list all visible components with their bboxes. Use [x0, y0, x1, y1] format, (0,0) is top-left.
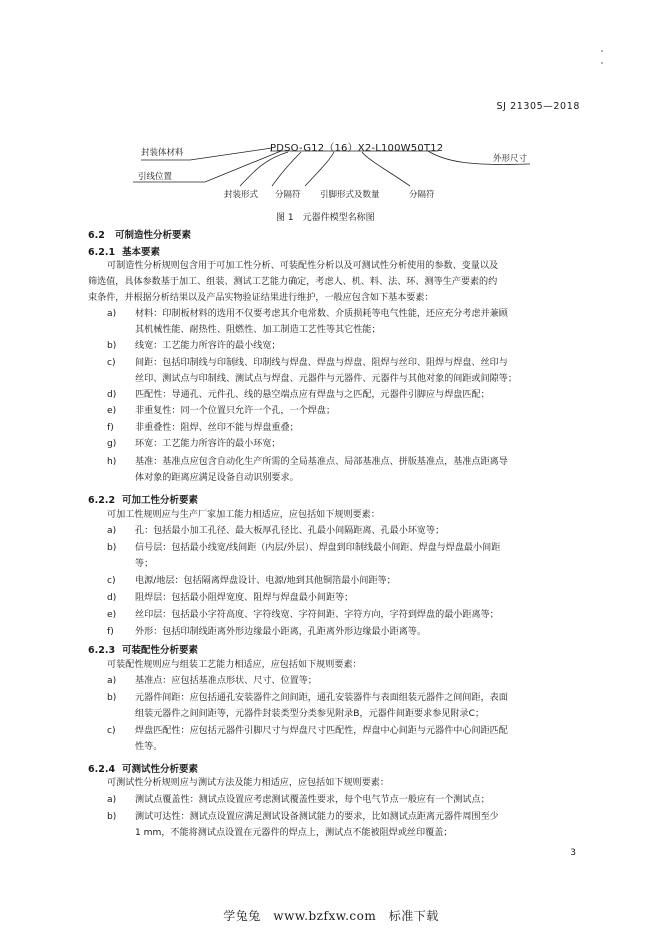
- label-package-material: 封装体材料: [141, 148, 184, 158]
- item-text: 组装元器件之间间距等，元器件封装类型分类参见附录B，元器件间距要求参见附录C；: [135, 708, 485, 719]
- item-text: 1 mm，不能将测试点设置在元器件的焊点上，测试点不能被阻焊或丝印覆盖；: [135, 827, 453, 838]
- item-text: 匹配性：导通孔、元件孔、线的悬空端点应有焊盘与之匹配，元器件引脚应与焊盘匹配；: [135, 390, 490, 400]
- label-separator-1: 分隔符: [275, 190, 301, 200]
- item-text: 电源/地层：包括隔离焊盘设计、电源/地到其他铜箔最小间距等；: [135, 576, 396, 586]
- section-number: 6.2: [88, 230, 105, 241]
- leader-package-form: [240, 152, 288, 186]
- item-text: 基准点：应包括基准点形状、尺寸、位置等；: [135, 676, 317, 686]
- section-6-2-4-heading: [88, 761, 198, 775]
- section-6-2-2-heading: [88, 492, 198, 506]
- section-6-2-heading: [88, 227, 191, 241]
- item-text: 体对象的距离应满足设备自动识别要求。: [135, 472, 299, 483]
- label-lead-form-qty: 引脚形式及数量: [320, 190, 380, 200]
- item-marker: e): [107, 610, 117, 620]
- item-text: 丝印、测试点与印制线、测试点与焊盘、元器件与元器件、元器件与其他对象的间距或间隙等；: [135, 373, 517, 384]
- leader-separator-2: [362, 152, 410, 186]
- item-marker: f): [107, 423, 114, 433]
- item-text: 测试点覆盖性：测试点设置应考虑测试覆盖性要求，每个电气节点一般应有一个测试点；: [135, 795, 490, 805]
- item-text: 其机械性能、耐热性、阻燃性、加工制造工艺性等其它性能；: [135, 324, 381, 335]
- item-text: 测试可达性：测试点设置应满足测试设备测试能力的要求，比如测试点距离元器件周围至少: [135, 812, 499, 822]
- paragraph-line: 可制造性分析规则包含用于可加工性分析、可装配性分析以及可测试性分析使用的参数、变量以及: [107, 261, 499, 271]
- model-code: PDSO-G12（16）X2-L100W50T12: [270, 143, 444, 154]
- item-text: 性等。: [135, 741, 163, 752]
- item-marker: b): [107, 543, 117, 553]
- figure-caption: 图 1 元器件模型名称图: [276, 213, 375, 223]
- item-text: 材料：印制板材料的选用不仅要考虑其介电常数、介质损耗等电气性能，还应充分考虑并兼顾: [135, 309, 508, 319]
- item-marker: a): [107, 526, 117, 536]
- paragraph-line: 筛选值，具体参数基于加工、组装、测试工艺能力确定，考虑人、机、料、法、环、测等生产要素的约: [88, 277, 498, 287]
- leader-lead-form: [305, 152, 334, 186]
- label-separator-2: 分隔符: [409, 190, 435, 200]
- item-marker: d): [107, 390, 117, 400]
- section-6-2-1-heading: [88, 244, 160, 258]
- item-text: 孔：包括最小加工孔径、最大板厚孔径比、孔最小间隔距离、孔最小环宽等；: [135, 526, 445, 536]
- item-marker: d): [107, 593, 117, 603]
- watermark-footer: 学兔兔 www.bzfxw.com 标准下载: [223, 909, 439, 923]
- section-number: 6.2.3: [88, 645, 116, 656]
- label-outline-size: 外形尺寸: [493, 154, 528, 164]
- section-title: 基本要素: [122, 247, 161, 258]
- item-text: 非重复性：同一个位置只允许一个孔，一个焊盘；: [135, 406, 336, 416]
- item-marker: c): [107, 576, 116, 586]
- item-marker: c): [107, 358, 116, 368]
- item-text: 非重叠性：阻焊、丝印不能与焊盘重叠；: [135, 423, 299, 433]
- item-marker: a): [107, 795, 117, 805]
- section-title: 可装配性分析要素: [122, 645, 199, 656]
- item-marker: f): [107, 627, 114, 637]
- item-text: 阻焊层：包括最小阻焊宽度、阻焊与焊盘最小间距等；: [135, 593, 354, 603]
- item-marker: b): [107, 812, 117, 822]
- section-title: 可制造性分析要素: [115, 230, 192, 241]
- paragraph-line: 可装配性规则应与组装工艺能力相适应，应包括如下规则要素：: [107, 660, 362, 670]
- item-text: 焊盘匹配性：应包括元器件引脚尺寸与焊盘尺寸匹配性，焊盘中心间距与元器件中心间距匹配: [135, 726, 508, 736]
- section-title: 可加工性分析要素: [122, 495, 199, 506]
- leader-separator-1: [272, 152, 301, 186]
- item-text: 基准：基准点应包含自动化生产所需的全局基准点、局部基准点、拼版基准点，基准点距离导: [135, 457, 508, 467]
- paragraph-line: 可加工性规则应与生产厂家加工能力相适应，应包括如下规则要素：: [107, 510, 380, 520]
- label-lead-position: 引线位置: [138, 172, 173, 182]
- item-text: 等；: [135, 558, 154, 569]
- item-marker: b): [107, 693, 117, 703]
- item-text: 外形：包括印制线距离外形边缘最小距离，孔距离外形边缘最小距离等。: [135, 627, 427, 637]
- section-6-2-3-heading: [88, 642, 198, 656]
- section-number: 6.2.4: [88, 764, 116, 775]
- page-number: 3: [570, 848, 576, 858]
- item-text: 信号层：包括最小线宽/线间距（内层/外层）、焊盘到印制线最小间距、焊盘与焊盘最小间距: [135, 543, 501, 553]
- item-text: 间距：包括印制线与印制线、印制线与焊盘、焊盘与焊盘、阻焊与丝印、阻焊与焊盘、丝印与: [135, 358, 508, 368]
- standard-number: SJ 21305—2018: [496, 101, 580, 112]
- item-text: 丝印层：包括最小字符高度、字符线宽、字符间距、字符方向，字符到焊盘的最小距离等；: [135, 610, 499, 620]
- item-text: 环宽：工艺能力所容许的最小环宽；: [135, 439, 281, 449]
- item-marker: c): [107, 726, 116, 736]
- item-text: 线宽：工艺能力所容许的最小线宽；: [135, 341, 281, 351]
- item-marker: a): [107, 309, 117, 319]
- item-marker: g): [107, 439, 117, 449]
- paragraph-line: 可测试性分析规则应与测试方法及能力相适应，应包括如下规则要素：: [107, 778, 389, 788]
- section-number: 6.2.1: [88, 247, 116, 258]
- paragraph-line: 束条件，并根据分析结果以及产品实物验证结果进行维护，一般应包含如下基本要素：: [88, 293, 434, 303]
- item-marker: e): [107, 406, 117, 416]
- item-marker: b): [107, 341, 117, 351]
- section-title: 可测试性分析要素: [122, 764, 199, 775]
- section-number: 6.2.2: [88, 495, 116, 506]
- item-text: 元器件间距：应包括通孔安装器件之间间距，通孔安装器件与表面组装元器件之间间距，表面: [135, 693, 508, 703]
- label-package-form: 封装形式: [224, 190, 259, 200]
- item-marker: h): [107, 457, 117, 467]
- item-marker: a): [107, 676, 117, 686]
